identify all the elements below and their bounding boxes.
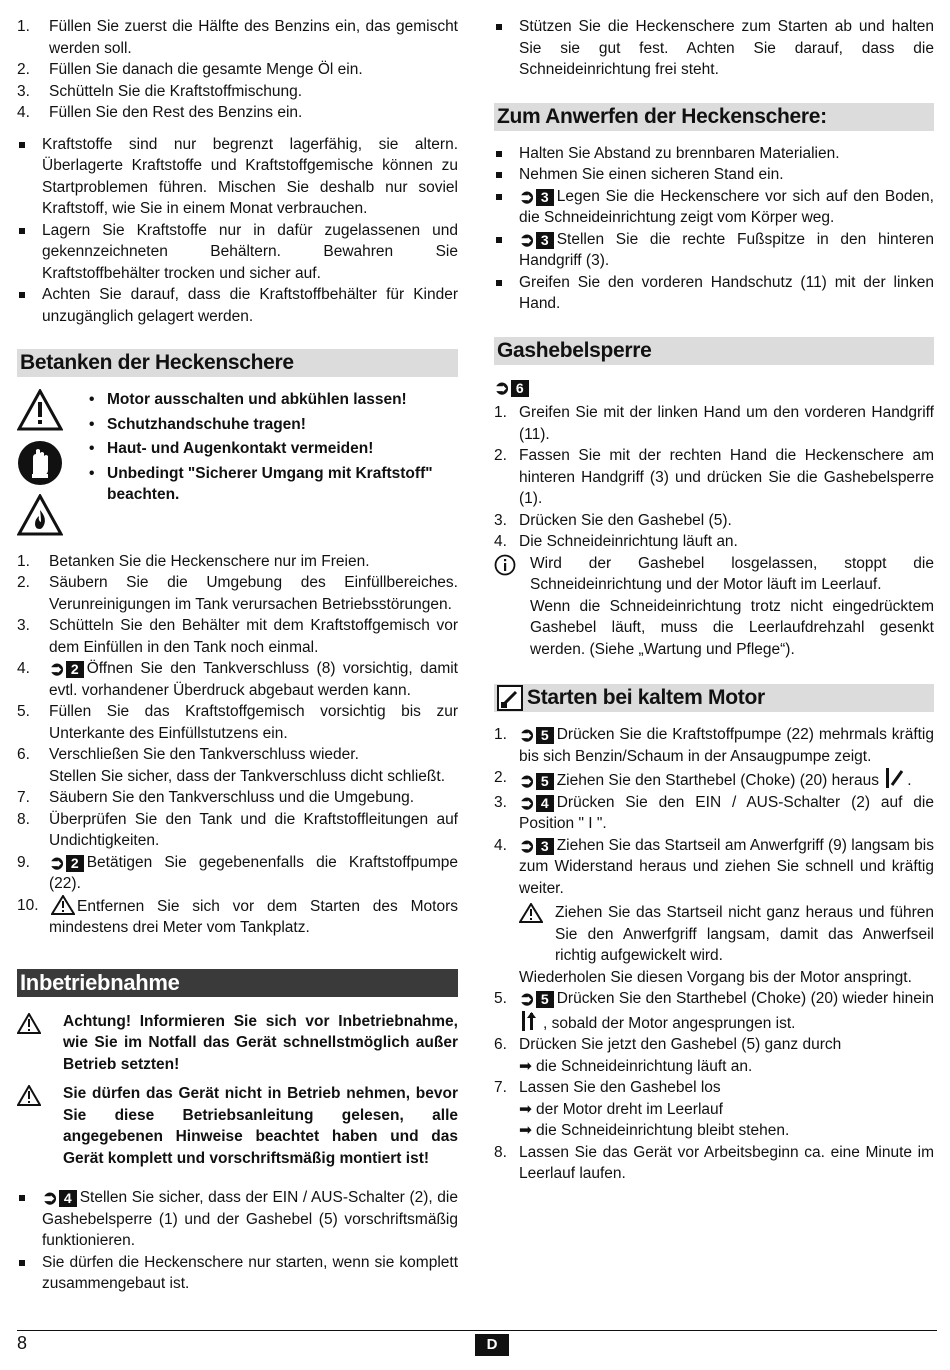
- safety-point: • Motor ausschalten und abkühlen lassen!: [87, 389, 458, 411]
- warning-block: [17, 1083, 458, 1169]
- arrow-icon: ➲: [519, 725, 535, 746]
- figure-ref: ➲ 6: [494, 380, 529, 397]
- warning-triangle-icon: [51, 895, 75, 915]
- bullet-item: Greifen Sie den vorderen Handschutz (11) mit der linken Hand.: [494, 272, 934, 315]
- bullet-item: Lagern Sie Kraftstoffe nur in dafür zugelassenen und gekennzeichneten Behältern. Bewahren Sie Kraftstoffbehälter trocken und sicher auf.: [17, 220, 458, 285]
- bullet-item: Kraftstoffe sind nur begrenzt lagerfähig, sie altern. Überlagerte Kraftstoffe und Kraftstoffgemische können zu Startproblemen führen. Mischen Sie deshalb nur soviel Kraftstoff, wie Sie in einem Monat verbrauchen.: [17, 134, 458, 220]
- arrow-icon: ➲: [519, 771, 535, 792]
- figure-ref: ➲ 2: [49, 661, 84, 678]
- figure-ref: ➲ 4: [519, 795, 554, 812]
- figure-ref: ➲ 5: [519, 991, 554, 1008]
- list-item: 9. ➲ 2 Betätigen Sie gegebenenfalls die Kraftstoffpumpe (22).: [17, 852, 458, 892]
- result-line: ➡ die Schneideinrichtung bleibt stehen.: [519, 1122, 790, 1139]
- starting-bullets: [494, 143, 934, 315]
- footer-divider: [17, 1330, 937, 1331]
- choke-in-icon: [521, 1010, 541, 1032]
- bullet-item: Halten Sie Abstand zu brennbaren Materialien.: [494, 143, 934, 165]
- mixing-steps: [17, 16, 458, 124]
- list-item: 3. Schütteln Sie den Behälter mit dem Kraftstoffgemisch vor dem Einfüllen in den Tank noch einmal.: [17, 617, 458, 656]
- result-arrow-icon: ➡: [519, 1122, 532, 1139]
- list-item: 7. Lassen Sie den Gashebel los ➡ der Motor dreht im Leerlauf ➡ die Schneideinrichtung bleibt stehen.: [494, 1077, 934, 1142]
- page-number: 8: [17, 1333, 28, 1353]
- gloves-icon: [17, 440, 63, 486]
- arrow-icon: ➲: [494, 377, 510, 399]
- warning-triangle-icon: [17, 1013, 41, 1034]
- arrow-icon: ➲: [519, 229, 535, 251]
- list-item: 5. Füllen Sie das Kraftstoffgemisch vorsichtig bis zur Unterkante des Einfüllstutzens ein.: [17, 703, 458, 742]
- arrow-icon: ➲: [519, 835, 535, 857]
- warning-block: [17, 1011, 458, 1076]
- warning-triangle-icon: [519, 903, 543, 923]
- section-heading-throttle-lock: Gashebelsperre: [494, 337, 934, 365]
- figure-ref: ➲ 3: [519, 189, 554, 206]
- bullet-item: ➲ 3 Stellen Sie die rechte Fußspitze in den hinteren Handgriff (3).: [494, 229, 934, 272]
- left-column: [17, 16, 458, 1295]
- list-text: Schütteln Sie die Kraftstoffmischung.: [49, 82, 303, 100]
- result-arrow-icon: ➡: [519, 1100, 532, 1118]
- list-item: 4. Die Schneideinrichtung läuft an.: [494, 533, 738, 550]
- bullet-item: Stützen Sie die Heckenschere zum Starten ab und halten Sie sie gut fest. Achten Sie darauf, dass die Schneideinrichtung frei steht.: [494, 16, 934, 81]
- list-item: 2. Fassen Sie mit der rechten Hand die Heckenschere am hinteren Handgriff (3) und drücken Sie die Gashebelsperre (1).: [494, 447, 934, 507]
- bullet-item: Achten Sie darauf, dass die Kraftstoffbehälter für Kinder unzugänglich gelagert werden.: [17, 284, 458, 327]
- list-item: 2. Füllen Sie danach die gesamte Menge Öl ein.: [17, 61, 363, 78]
- right-column: [494, 16, 934, 1185]
- list-item: 8. Lassen Sie das Gerät vor Arbeitsbeginn ca. eine Minute im Leerlauf laufen.: [494, 1143, 934, 1182]
- result-line: ➡ die Schneideinrichtung läuft an.: [519, 1057, 753, 1075]
- support-bullets: [494, 16, 934, 81]
- list-item: 2. ➲ 5 Ziehen Sie den Starthebel (Choke) (20) heraus .: [494, 769, 912, 792]
- safety-point: • Schutzhandschuhe tragen!: [87, 414, 458, 436]
- language-badge: D: [475, 1334, 509, 1356]
- safety-icons: [17, 389, 87, 543]
- bullet-item: ➲ 3 Legen Sie die Heckenschere vor sich auf den Boden, die Schneideinrichtung zeigt vom Körper weg.: [494, 186, 934, 229]
- arrow-icon: ➲: [519, 792, 535, 814]
- choke-icon: [497, 685, 523, 711]
- arrow-icon: ➲: [519, 186, 535, 208]
- list-item: 1. Betanken Sie die Heckenschere nur im Freien.: [17, 552, 370, 570]
- safety-points: [87, 389, 458, 543]
- list-item: 1. Füllen Sie zuerst die Hälfte des Benzins ein, das gemischt werden soll.: [17, 18, 458, 57]
- warning-triangle-icon: [17, 389, 63, 431]
- list-item: 1. Greifen Sie mit der linken Hand um den vorderen Handgriff (11).: [494, 404, 934, 443]
- result-line: ➡ der Motor dreht im Leerlauf: [519, 1100, 723, 1118]
- section-heading-refuel: Betanken der Heckenschere: [17, 349, 458, 377]
- refuel-steps: [17, 551, 458, 939]
- arrow-icon: ➲: [519, 989, 535, 1010]
- list-text: Füllen Sie danach die gesamte Menge Öl ein.: [49, 61, 363, 78]
- bullet-item: Nehmen Sie einen sicheren Stand ein.: [494, 164, 934, 186]
- list-text: Füllen Sie zuerst die Hälfte des Benzins ein, das gemischt werden soll.: [49, 18, 458, 57]
- list-item: 7. Säubern Sie den Tankverschluss und die Umgebung.: [17, 789, 415, 806]
- arrow-icon: ➲: [49, 852, 65, 874]
- figure-ref: ➲ 5: [519, 773, 554, 790]
- list-item: 10. Entfernen Sie sich vor dem Starten des Motors mindestens drei Meter vom Tankplatz.: [17, 896, 458, 936]
- list-item: 6. Verschließen Sie den Tankverschluss wieder. Stellen Sie sicher, dass der Tankverschluss dicht schließt.: [17, 746, 446, 785]
- info-icon: [494, 554, 516, 576]
- figure-ref: ➲ 5: [519, 727, 554, 744]
- storage-bullets: [17, 134, 458, 328]
- bullet-item: Sie dürfen die Heckenschere nur starten, wenn sie komplett zusammengebaut ist.: [17, 1252, 458, 1295]
- list-item: 4. ➲ 2 Öffnen Sie den Tankverschluss (8) vorsichtig, damit evtl. vorhandener Überdruck abgebaut werden kann.: [17, 659, 458, 699]
- list-item: 3. Drücken Sie den Gashebel (5).: [494, 511, 732, 529]
- figure-ref-line: [494, 377, 934, 399]
- list-text: Füllen Sie den Rest des Benzins ein.: [49, 104, 303, 121]
- list-item: 1. ➲ 5 Drücken Sie die Kraftstoffpumpe (22) mehrmals kräftig bis sich Benzin/Schaum in der Ansaugpumpe zeigt.: [494, 725, 934, 765]
- list-item: 8. Überprüfen Sie den Tank und die Kraftstoffleitungen auf Undichtigkeiten.: [17, 810, 458, 849]
- section-heading-commissioning: Inbetriebnahme: [17, 969, 458, 997]
- flammable-triangle-icon: [17, 494, 63, 536]
- cold-start-steps: [494, 724, 934, 1185]
- list-item: 3. ➲ 4 Drücken Sie den EIN / AUS-Schalter (2) auf die Position " I ".: [494, 792, 934, 832]
- throttle-lock-steps: [494, 402, 934, 553]
- list-item: 4. ➲ 3 Ziehen Sie das Startseil am Anwerfgriff (9) langsam bis zum Widerstand heraus und ziehen Sie schnell und kräftig weiter. Ziehen Sie das Startseil nicht ganz heraus und führen Sie den Anwerfgriff langsam, damit das Anwerfseil richtig aufgewickelt wird. Wiederholen Sie diesen Vorgang bis der Motor anspringt.: [494, 835, 934, 986]
- choke-out-icon: [885, 767, 905, 789]
- section-heading-cold-start: Starten bei kaltem Motor: [494, 684, 934, 712]
- warning-note: Ziehen Sie das Startseil nicht ganz heraus und führen Sie den Anwerfgriff langsam, damit das Anwerfseil richtig aufgewickelt wird.: [519, 902, 934, 967]
- figure-ref: ➲ 2: [49, 855, 84, 872]
- commissioning-bullets: [17, 1187, 458, 1295]
- list-item: 5. ➲ 5 Drücken Sie den Starthebel (Choke) (20) wieder hinein , sobald der Motor angesprungen ist.: [494, 989, 934, 1032]
- arrow-icon: ➲: [42, 1188, 58, 1209]
- figure-ref: ➲ 3: [519, 838, 554, 855]
- bullet-item: ➲ 4 Stellen Sie sicher, dass der EIN / AUS-Schalter (2), die Gashebelsperre (1) und der Gashebel (5) vorschriftsmäßig funktionieren.: [17, 1187, 458, 1252]
- warning-text: Sie dürfen das Gerät nicht in Betrieb nehmen, bevor Sie diese Betriebsanleitung gelesen, alle angegebenen Hinweise beachtet haben und das Gerät komplett und vorschriftsmäßig montiert ist!: [63, 1085, 458, 1167]
- figure-ref: ➲ 3: [519, 232, 554, 249]
- info-note: Wird der Gashebel losgelassen, stoppt die Schneideinrichtung und der Motor läuft im Leerlauf. Wenn die Schneideinrichtung trotz nicht eingedrücktem Gashebel läuft, muss die Leerlaufdrehzahl gesenkt werden. (Siehe „Wartung und Pflege“).: [494, 553, 934, 661]
- warning-text: Achtung! Informieren Sie sich vor Inbetriebnahme, wie Sie im Notfall das Gerät schnellstmöglich außer Betrieb setzten!: [63, 1012, 458, 1073]
- list-item: 3. Schütteln Sie die Kraftstoffmischung.: [17, 82, 303, 100]
- result-arrow-icon: ➡: [519, 1057, 532, 1075]
- arrow-icon: ➲: [49, 659, 65, 680]
- list-item: 4. Füllen Sie den Rest des Benzins ein.: [17, 104, 303, 121]
- list-item: 6. Drücken Sie jetzt den Gashebel (5) ganz durch ➡ die Schneideinrichtung läuft an.: [494, 1034, 934, 1077]
- safety-block: [17, 389, 458, 543]
- section-heading-starting: Zum Anwerfen der Heckenschere:: [494, 103, 934, 131]
- safety-point: • Haut- und Augenkontakt vermeiden!: [87, 438, 458, 460]
- warning-triangle-icon: [17, 1085, 41, 1106]
- figure-ref: ➲ 4: [42, 1190, 77, 1207]
- safety-point: • Unbedingt "Sicherer Umgang mit Kraftstoff" beachten.: [87, 463, 458, 506]
- list-item: 2. Säubern Sie die Umgebung des Einfüllbereiches. Verunreinigungen im Tank verursachen Betriebsstörungen.: [17, 574, 458, 613]
